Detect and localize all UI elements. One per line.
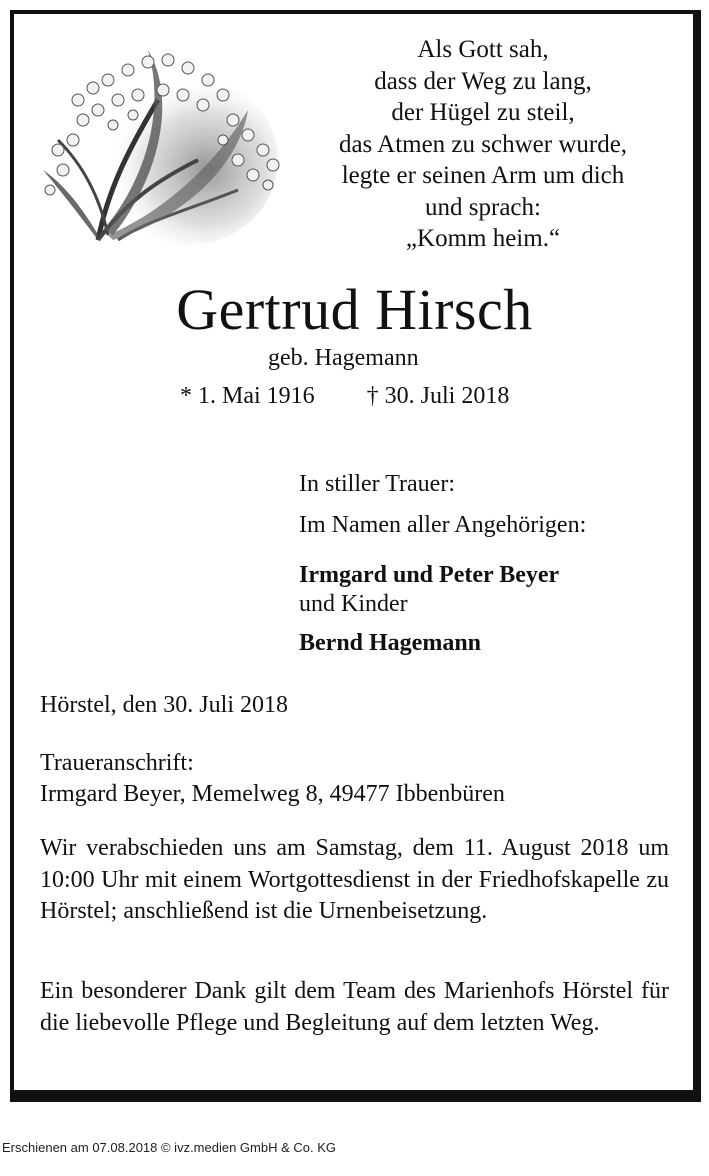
birth-date: * 1. Mai 1916: [180, 383, 315, 409]
lily-of-the-valley-icon: [38, 40, 288, 245]
death-date: † 30. Juli 2018: [366, 383, 510, 409]
mourning-address: [40, 748, 505, 810]
poem-line: der Hügel zu steil,: [391, 99, 575, 126]
thanks-paragraph: Ein besonderer Dank gilt dem Team des Marienhofs Hörstel für die liebevolle Pflege und Begleitung auf dem letzten Weg.: [40, 978, 669, 1036]
frame-border-right: [693, 10, 701, 1102]
family-names: [299, 562, 559, 657]
address-label: Traueranschrift:: [40, 750, 194, 776]
publication-footer: Erschienen am 07.08.2018 © ivz.medien GmbH & Co. KG: [2, 1140, 337, 1155]
mourning-line: Im Namen aller Angehörigen:: [299, 512, 587, 538]
maiden-name: geb. Hagemann: [268, 345, 419, 371]
frame-border-top: [10, 10, 699, 14]
poem-line: und sprach:: [425, 193, 541, 221]
mourner-names: Irmgard und Peter Beyer: [299, 562, 560, 588]
poem-line: dass der Weg zu lang,: [374, 67, 592, 95]
frame-border-bottom: [10, 1090, 701, 1102]
poem-line: das Atmen zu schwer wurde,: [338, 130, 628, 158]
poem-line: legte er seinen Arm um dich: [341, 162, 625, 189]
deceased-name: Gertrud Hirsch: [176, 277, 533, 342]
funeral-paragraph: Wir verabschieden uns am Samstag, dem 11. August 2018 um 10:00 Uhr mit einem Wortgottesdienst in der Friedhofskapelle zu Hörstel; anschließend ist die Urnenbeisetzung.: [40, 835, 669, 924]
poem: [318, 34, 648, 255]
poem-line: Als Gott sah,: [417, 36, 549, 63]
address-value: Irmgard Beyer, Memelweg 8, 49477 Ibbenbüren: [40, 781, 505, 807]
mourner-names: Bernd Hagemann: [299, 630, 482, 656]
life-dates: [180, 383, 509, 410]
place-date: Hörstel, den 30. Juli 2018: [40, 692, 288, 718]
mourning-line: In stiller Trauer:: [299, 471, 455, 497]
mourner-children: und Kinder: [299, 591, 408, 617]
frame-border-left: [10, 10, 14, 1092]
poem-line: „Komm heim.“: [405, 225, 561, 252]
mourning-text: [299, 466, 586, 543]
